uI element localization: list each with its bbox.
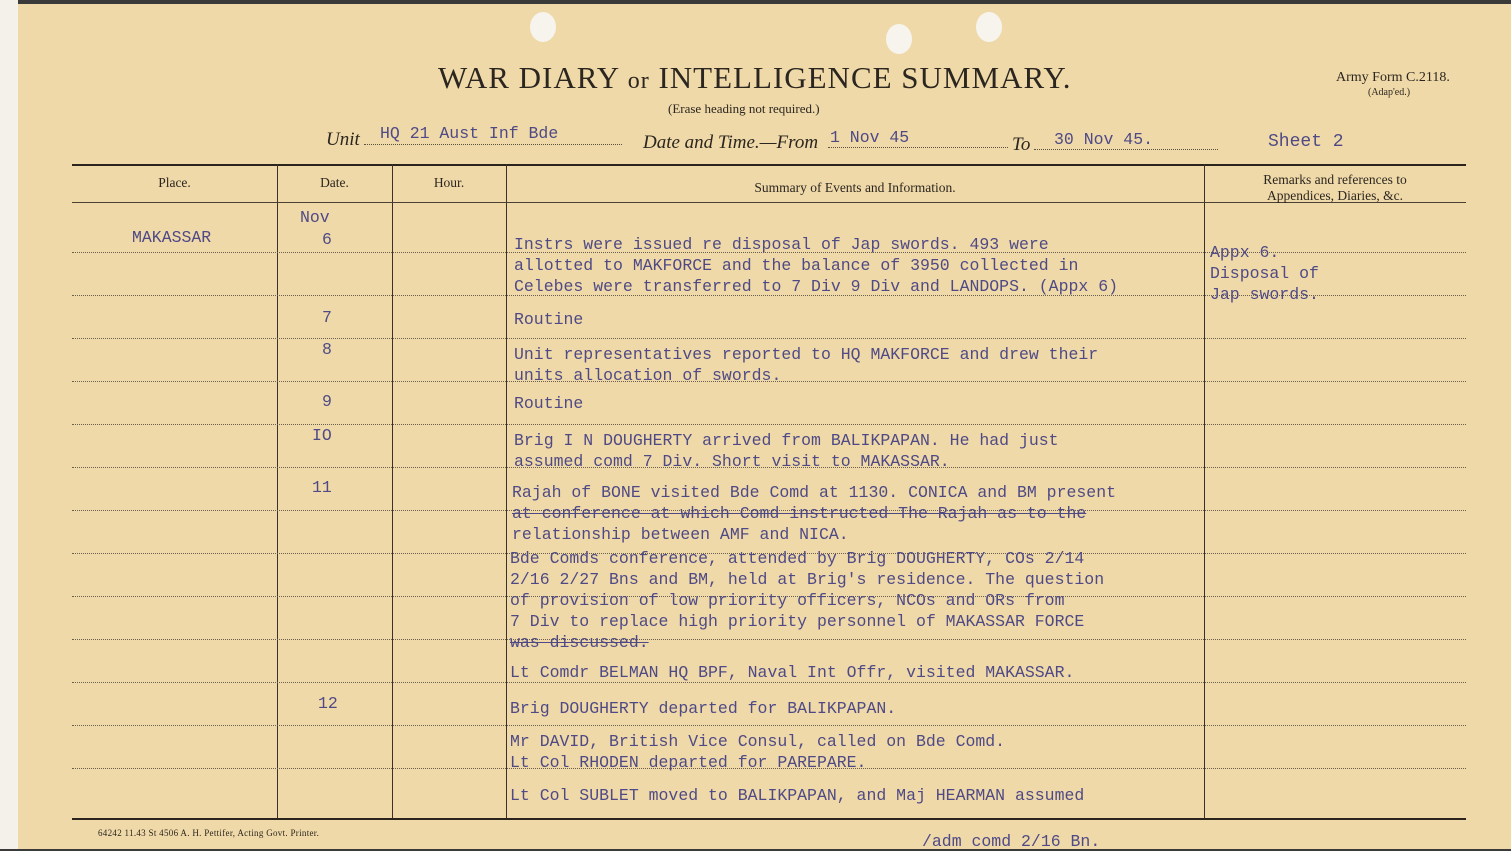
date-time-from-label: Date and Time.—From	[643, 132, 819, 153]
date-to-value: 30 Nov 45.	[1054, 130, 1154, 149]
diary-entry: Brig DOUGHERTY departed for BALIKPAPAN.	[510, 699, 897, 718]
title-war-diary: WAR DIARY	[438, 60, 619, 95]
erase-note: (Erase heading not required.)	[668, 101, 820, 116]
continuation-line: /adm comd 2/16 Bn.	[922, 832, 1101, 851]
date-cell: 9	[322, 392, 332, 411]
place-cell: MAKASSAR	[132, 228, 212, 247]
column-header-date: Date.	[320, 175, 349, 190]
column-header-remarks: Remarks and references to Appendices, Diaries, &c.	[1263, 172, 1407, 203]
diary-entry: Rajah of BONE visited Bde Comd at 1130. CONICA and BM present at conference at which Comd instructed The Rajah as to the relationship between AMF and NICA.	[512, 483, 1116, 544]
diary-entry: Brig I N DOUGHERTY arrived from BALIKPAPAN. He had just assumed comd 7 Div. Short visit to MAKASSAR.	[514, 431, 1059, 471]
title-or: or	[627, 68, 650, 94]
sheet-number: Sheet 2	[1268, 132, 1344, 152]
army-form-adapted: (Adap'ed.)	[1368, 87, 1411, 98]
title-intelligence-summary: INTELLIGENCE SUMMARY.	[658, 60, 1072, 95]
page-edge	[0, 0, 18, 849]
war-diary-sheet	[18, 4, 1511, 849]
diary-entry: Routine	[514, 310, 584, 329]
punch-hole	[976, 12, 1002, 42]
punch-hole	[530, 12, 556, 42]
table-top-rule	[72, 164, 1466, 166]
date-cell: IO	[312, 426, 332, 445]
unit-label: Unit	[326, 129, 360, 150]
date-cell: 11	[312, 478, 332, 497]
form-title	[438, 60, 1072, 96]
column-header-place: Place.	[158, 175, 191, 190]
diary-entry: Lt Col SUBLET moved to BALIKPAPAN, and Maj HEARMAN assumed	[510, 786, 1085, 805]
printer-imprint: 64242 11.43 St 4506 A. H. Pettifer, Acting Govt. Printer.	[98, 828, 320, 838]
diary-entry: Bde Comds conference, attended by Brig DOUGHERTY, COs 2/14 2/16 2/27 Bns and BM, held at Brig's residence. The question of provision of low priority officers, NCOs and ORs from 7 Div to replace high priority personnel of MAKASSAR FORCE was discussed.	[510, 549, 1105, 652]
table-bottom-rule	[72, 818, 1466, 820]
date-from-value: 1 Nov 45	[830, 128, 910, 147]
column-header-summary: Summary of Events and Information.	[754, 180, 956, 195]
column-header-hour: Hour.	[433, 175, 465, 190]
diary-entry: Unit representatives reported to HQ MAKFORCE and drew their units allocation of swords.	[514, 345, 1099, 385]
remarks-entry: Appx 6. Disposal of Jap swords.	[1210, 243, 1319, 304]
punch-hole	[886, 24, 912, 54]
unit-value: HQ 21 Aust Inf Bde	[380, 124, 559, 143]
diary-entry: Lt Comdr BELMAN HQ BPF, Naval Int Offr, visited MAKASSAR.	[510, 663, 1075, 682]
date-cell: 7	[322, 308, 332, 327]
date-cell: 12	[318, 694, 338, 713]
date-cell: 8	[322, 340, 332, 359]
diary-entry: Routine	[514, 394, 584, 413]
month-cell: Nov	[300, 208, 330, 227]
date-to-label: To	[1012, 134, 1031, 155]
date-cell: 6	[322, 230, 332, 249]
diary-table	[72, 164, 1466, 820]
diary-entry: Mr DAVID, British Vice Consul, called on Bde Comd. Lt Col RHODEN departed for PAREPARE.	[510, 732, 1006, 772]
diary-entry: Instrs were issued re disposal of Jap swords. 493 were allotted to MAKFORCE and the balance of 3950 collected in Celebes were transferred to 7 Div 9 Div and LANDOPS. (Appx 6)	[514, 235, 1118, 296]
army-form-number: Army Form C.2118.	[1336, 70, 1450, 85]
